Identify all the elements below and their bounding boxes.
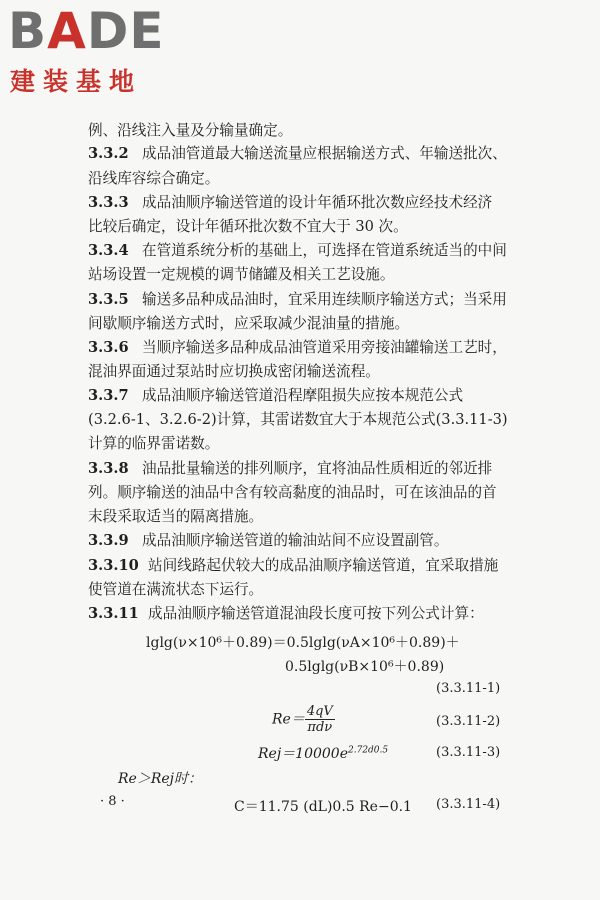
eq-critical-lhs: Rej＝10000e [258,746,348,762]
clause-text: 成品油顺序输送管道的输油站间不应设置副管。 [142,532,449,549]
eq-critical-exponent: 2.72d0.5 [348,745,389,756]
clause-text: (3.2.6-1、3.2.6-2)计算，其雷诺数宜大于本规范公式(3.3.11-3) [88,411,508,428]
logo-subtitle: 建装基地 [10,67,143,96]
equation-number: (3.3.11-1) [436,681,501,696]
page-number: · 8 · [100,794,125,809]
clause-text: 输送多品种成品油时，宜采用连续顺序输送方式；当采用 [142,291,507,308]
clause-number: 3.3.5 [88,291,129,308]
clause-text: 站场设置一定规模的调节储罐及相关工艺设施。 [88,266,395,283]
clause-text: 油品批量输送的排列顺序，宜将油品性质相近的邻近排 [142,460,493,477]
eq-reynolds-denominator: πdν [307,720,333,735]
clause-text: 计算的临界雷诺数。 [88,435,220,452]
clause-number: 3.3.11 [88,605,139,622]
clause-text: 沿线库容综合确定。 [88,170,220,187]
clause-text: 站间线路起伏较大的成品油顺序输送管道，宜采取措施 [148,557,499,574]
clause-text: 成品油顺序输送管道的设计年循环批次数应经技术经济 [142,194,493,211]
equation-reynolds [272,704,335,735]
eq-reynolds-lhs: Re＝ [272,711,305,728]
intro-line: 例、沿线注入量及分输量确定。 [88,122,293,139]
clause-number: 3.3.6 [88,339,129,356]
equation-number: (3.3.11-3) [436,745,501,760]
clause-number: 3.3.2 [88,145,129,162]
logo-wordmark: BADE [8,2,165,60]
condition-text: Re＞Rej时： [118,771,202,787]
clause-number: 3.3.8 [88,460,129,477]
clause-number: 3.3.7 [88,387,129,404]
clause-text: 混油界面通过泵站时应切换成密闭输送流程。 [88,363,380,380]
eq-reynolds-fraction [305,704,335,735]
eq-reynolds-numerator: 4qV [306,704,333,719]
clause-text: 末段采取适当的隔离措施。 [88,508,264,525]
equation-viscosity-line1: lglg(ν×10⁶＋0.89)＝0.5lglg(νA×10⁶＋0.89)＋ [146,635,460,651]
clause-number: 3.3.9 [88,532,129,549]
clause-number: 3.3.4 [88,242,129,259]
clause-number: 3.3.10 [88,557,139,574]
bade-logo [8,2,183,96]
clause-text: 在管道系统分析的基础上，可选择在管道系统适当的中间 [142,242,507,259]
clause-text: 间歇顺序输送方式时，应采取减少混油量的措施。 [88,315,410,332]
equation-critical-reynolds [258,743,388,763]
clause-text: 使管道在满流状态下运行。 [88,581,264,598]
clause-number: 3.3.3 [88,194,129,211]
equation-number: (3.3.11-4) [436,797,501,812]
equation-mixing-length: C＝11.75 (dL)0.5 Re−0.1 [234,799,412,815]
equation-number: (3.3.11-2) [436,714,501,729]
clause-text: 成品油顺序输送管道混油段长度可按下列公式计算： [148,605,484,622]
clause-text: 当顺序输送多品种成品油管道采用旁接油罐输送工艺时， [142,339,507,356]
clause-text: 成品油顺序输送管道沿程摩阻损失应按本规范公式 [142,387,464,404]
clause-text: 列。顺序输送的油品中含有较高黏度的油品时，可在该油品的首 [88,484,497,501]
clause-text: 成品油管道最大输送流量应根据输送方式、年输送批次、 [142,145,507,162]
clause-text: 比较后确定，设计年循环批次数不宜大于 30 次。 [88,218,408,235]
equation-viscosity-line2: 0.5lglg(νB×10⁶＋0.89) [285,659,445,675]
